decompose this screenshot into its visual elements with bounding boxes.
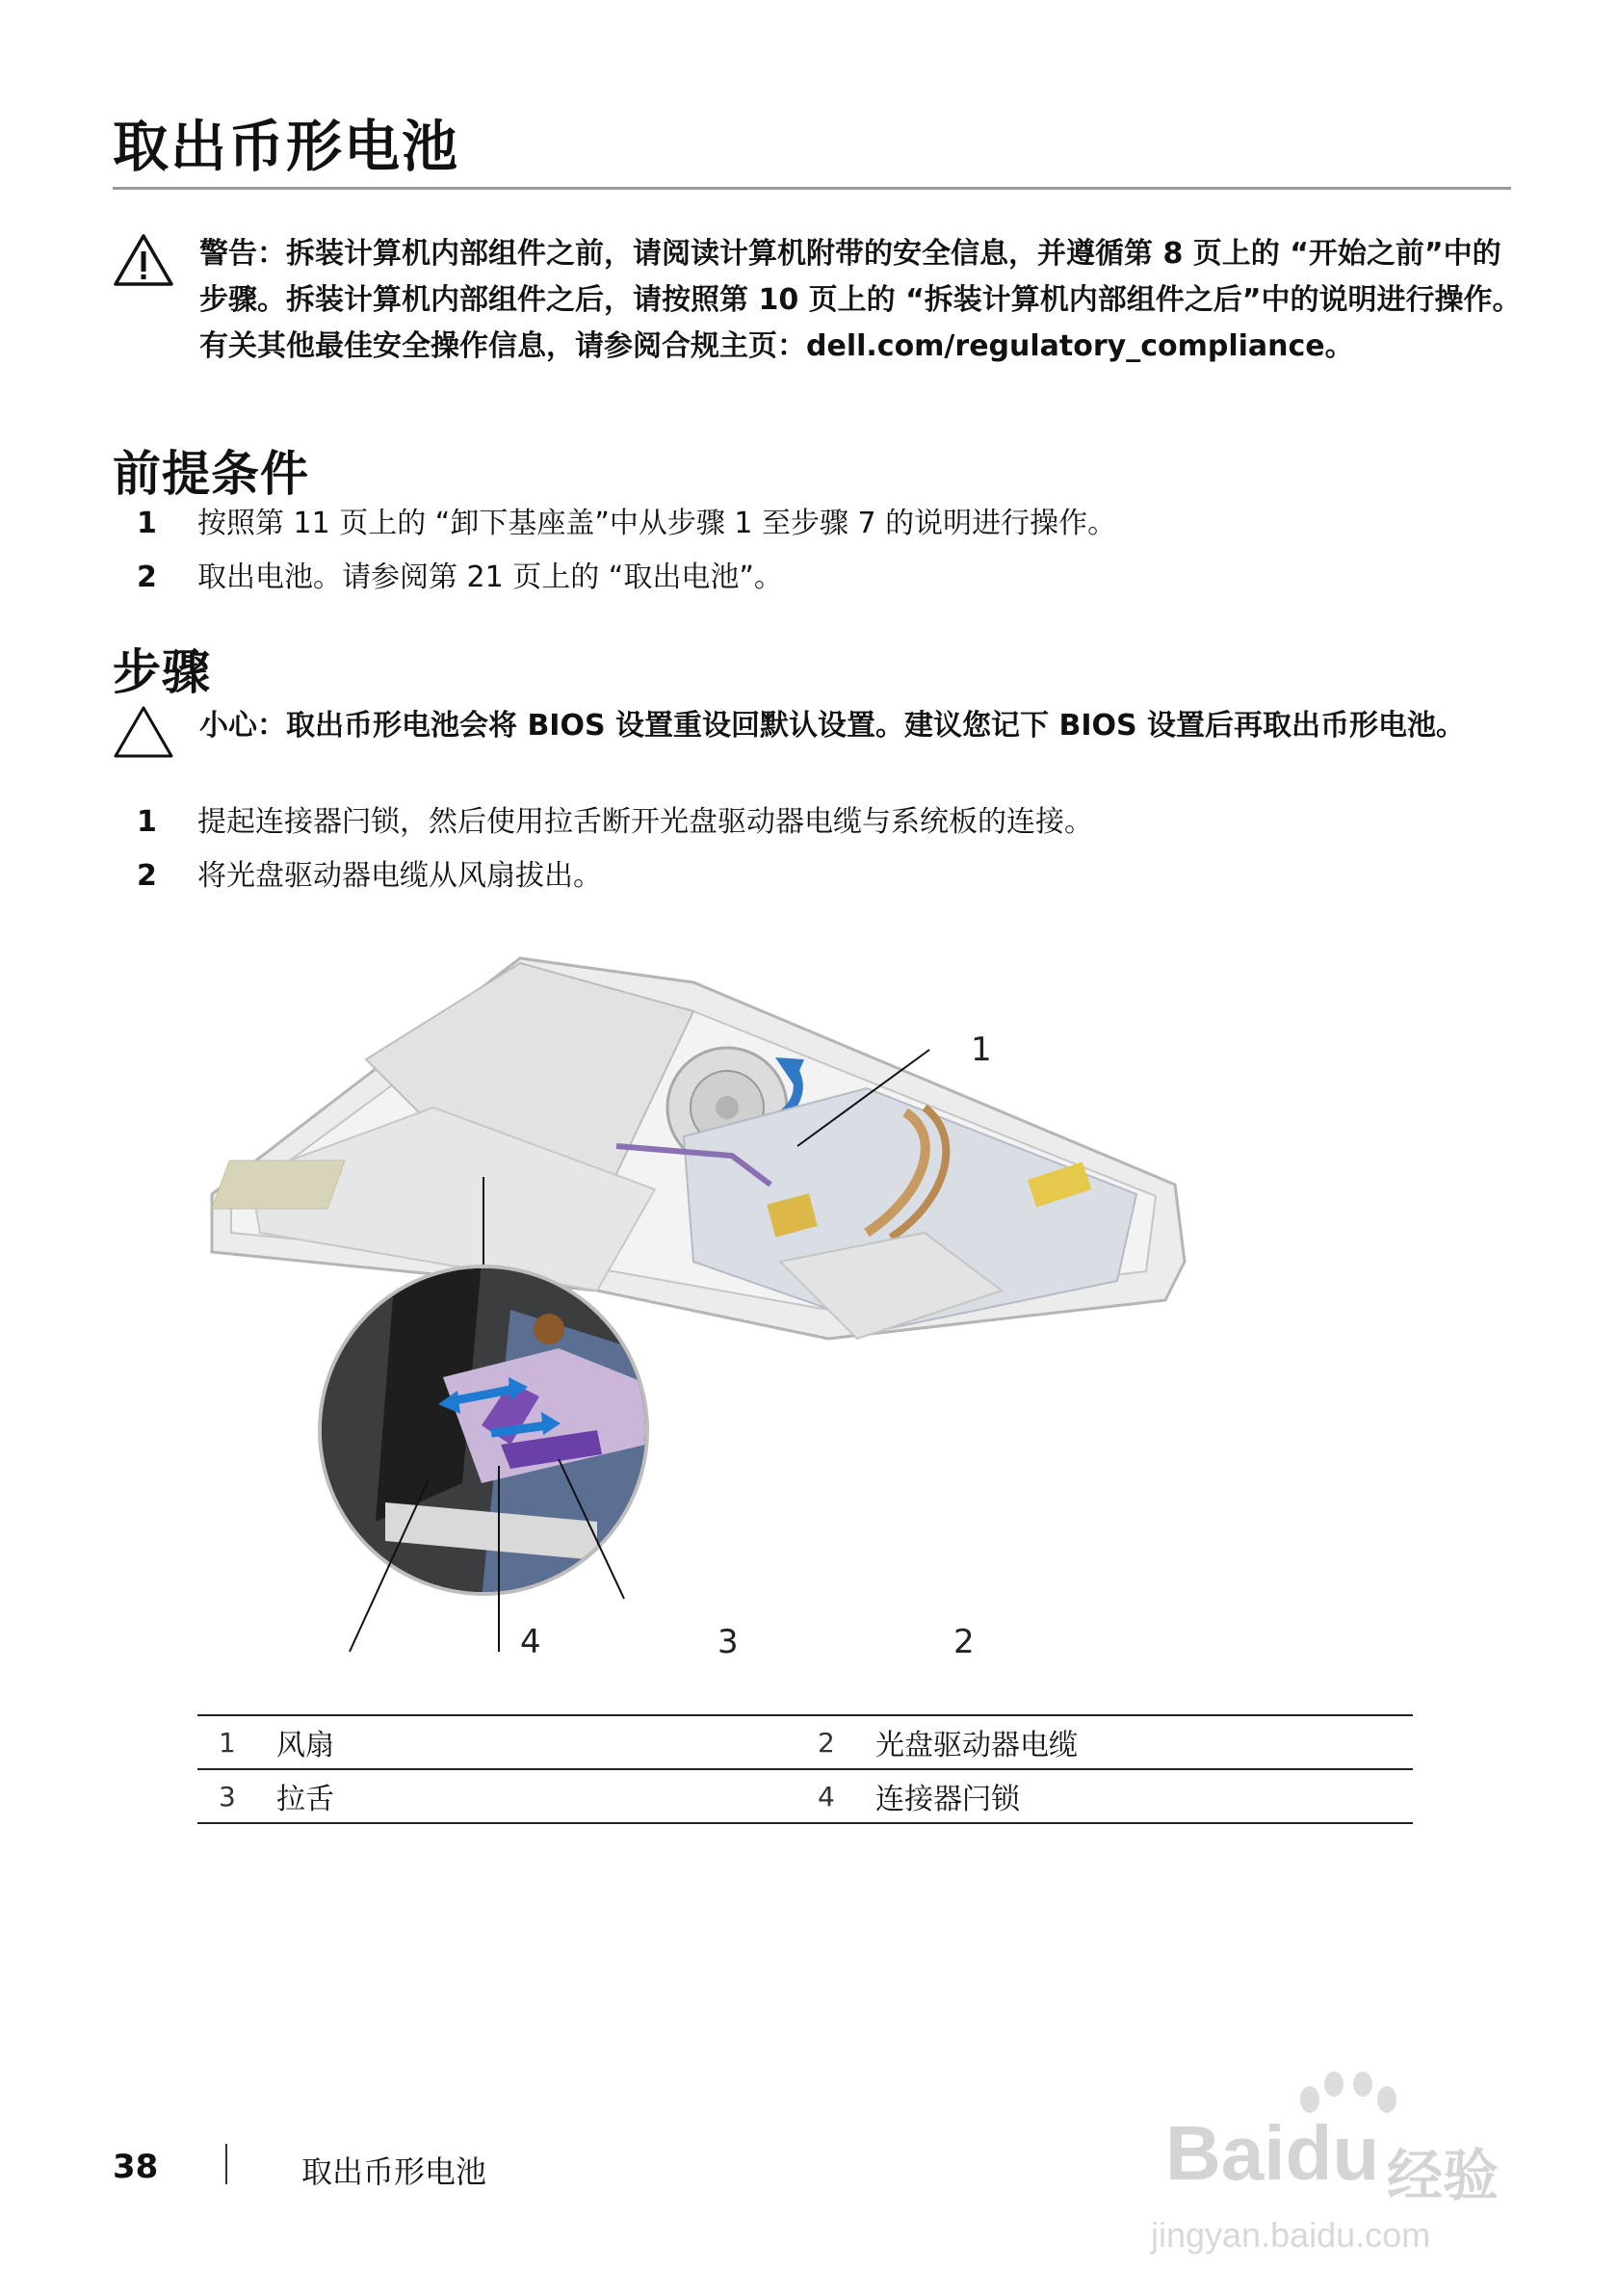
- table-row: [197, 1715, 1413, 1769]
- step-text: 取出电池。请参阅第 21 页上的 “取出电池”。: [197, 561, 783, 594]
- callout-3: 3: [718, 1623, 739, 1661]
- legend-number: 2: [796, 1715, 875, 1769]
- step-text: 按照第 11 页上的 “卸下基座盖”中从步骤 1 至步骤 7 的说明进行操作。: [197, 507, 1117, 540]
- callout-4: 4: [520, 1623, 541, 1661]
- prerequisites-list: [113, 503, 1519, 611]
- baidu-watermark: [1146, 2071, 1551, 2263]
- figure-legend: [197, 1714, 1413, 1824]
- chapter-title: 取出币形电池: [301, 2153, 487, 2190]
- step-text: 将光盘驱动器电缆从风扇拔出。: [197, 859, 602, 893]
- step-number: 1: [137, 507, 157, 540]
- warning-note: [113, 231, 1522, 404]
- list-item: [113, 801, 1519, 855]
- legend-number: 1: [197, 1715, 276, 1769]
- watermark-url: jingyan.baidu.com: [1151, 2215, 1431, 2255]
- procedure-heading: 步骤: [113, 644, 211, 700]
- warning-icon: [113, 233, 174, 287]
- callout-2: 2: [953, 1623, 975, 1661]
- legend-label: 拉舌: [276, 1769, 796, 1823]
- caution-icon: [113, 705, 174, 759]
- prerequisites-heading: 前提条件: [113, 446, 309, 502]
- procedure-list: [113, 801, 1519, 909]
- callout-1: 1: [971, 1031, 992, 1069]
- legend-label: 风扇: [276, 1715, 796, 1769]
- legend-label: 连接器闩锁: [875, 1769, 1413, 1823]
- caution-text: 小心：取出币形电池会将 BIOS 设置重设回默认设置。建议您记下 BIOS 设置后再取出币形电池。: [199, 709, 1466, 743]
- list-item: [113, 855, 1519, 909]
- watermark-label: 经验: [1387, 2143, 1500, 2208]
- step-text: 提起连接器闩锁，然后使用拉舌断开光盘驱动器电缆与系统板的连接。: [197, 805, 1093, 839]
- list-item: [113, 503, 1519, 557]
- list-item: [113, 557, 1519, 611]
- warning-text: 警告：拆装计算机内部组件之前，请阅读计算机附带的安全信息，并遵循第 8 页上的 “开始之前”中的步骤。拆装计算机内部组件之后，请按照第 10 页上的 “拆装计算机内部组件之后”中的说明进行操作。有关其他最佳安全操作信息，请参阅合规主页：dell.com/regulatory_compliance。: [199, 237, 1522, 363]
- legend-number: 3: [197, 1769, 276, 1823]
- caution-note: [113, 703, 1519, 799]
- step-number: 2: [137, 859, 157, 893]
- step-number: 2: [137, 561, 157, 594]
- page-title: 取出币形电池: [113, 114, 460, 179]
- illustration: [193, 944, 1252, 1695]
- watermark-brand: Baidu: [1165, 2110, 1380, 2196]
- legend-label: 光盘驱动器电缆: [875, 1715, 1413, 1769]
- footer-separator: [225, 2144, 227, 2184]
- step-number: 1: [137, 805, 157, 839]
- title-divider: [113, 187, 1511, 190]
- legend-number: 4: [796, 1769, 875, 1823]
- table-row: [197, 1769, 1413, 1823]
- page-number: 38: [113, 2148, 159, 2186]
- laptop-illustration: [193, 944, 1252, 1695]
